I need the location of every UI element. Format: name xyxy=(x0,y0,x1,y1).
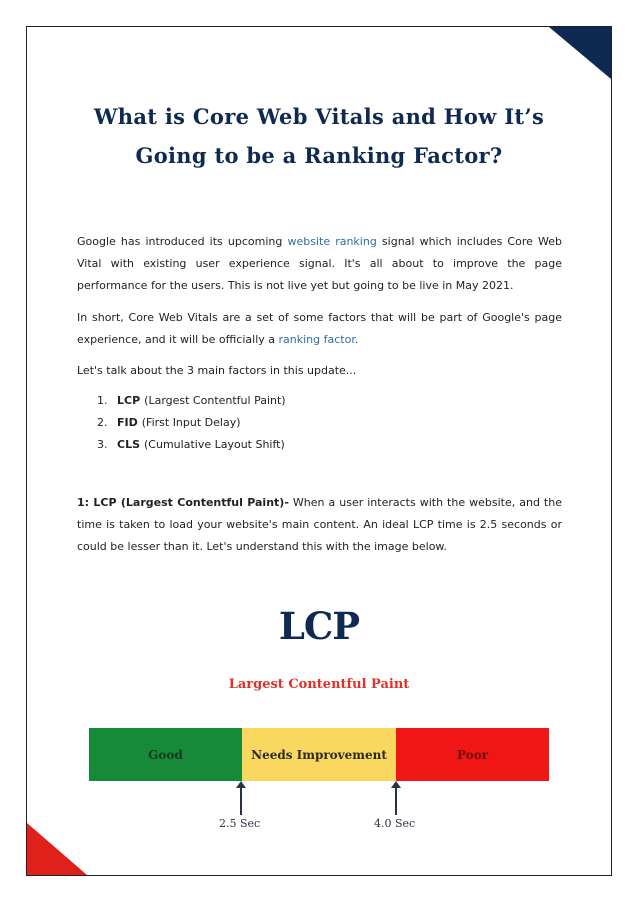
list-abbr: FID xyxy=(117,416,138,429)
threshold-label: 2.5 Sec xyxy=(219,817,261,830)
list-desc: (Cumulative Layout Shift) xyxy=(144,438,285,451)
intro-paragraph xyxy=(77,231,562,297)
intro-text-2: signal which includes Core Web Vital with existing user experience signal. It's all about to improve the page performance for the users. This is not live yet but going to be live in May 2021. xyxy=(77,235,562,292)
list-item xyxy=(97,434,286,456)
arrow-up-icon xyxy=(240,787,242,815)
intro-text-1: Google has introduced its upcoming xyxy=(77,235,288,248)
factors-intro: Let's talk about the 3 main factors in this update... xyxy=(77,364,357,377)
list-abbr: CLS xyxy=(117,438,141,451)
website-ranking-link[interactable]: website ranking xyxy=(287,235,377,248)
list-number: 2. xyxy=(97,416,108,429)
list-desc: (Largest Contentful Paint) xyxy=(144,394,286,407)
segment-good: Good xyxy=(89,728,242,781)
factors-list xyxy=(97,390,286,456)
title-line-2: Going to be a Ranking Factor? xyxy=(135,143,503,168)
list-number: 3. xyxy=(97,438,108,451)
lcp-heading: 1: LCP (Largest Contentful Paint)- xyxy=(77,496,289,509)
list-desc: (First Input Delay) xyxy=(141,416,241,429)
list-number: 1. xyxy=(97,394,108,407)
corner-decoration-top-right xyxy=(549,27,611,79)
segment-needs-improvement: Needs Improvement xyxy=(242,728,396,781)
summary-text-1: In short, Core Web Vitals are a set of some factors that will be part of Google's page experience, and it will be officially a xyxy=(77,311,562,346)
summary-text-2: . xyxy=(354,333,359,346)
segment-poor: Poor xyxy=(396,728,549,781)
page-title xyxy=(27,97,611,175)
lcp-text: When a user interacts with the website, and the time is taken to load your website's main content. An ideal LCP time is 2.5 seconds or could be lesser than it. Let's understand this with the image below. xyxy=(77,496,562,553)
threshold-label: 4.0 Sec xyxy=(374,817,416,830)
figure-heading: LCP xyxy=(278,604,360,648)
list-item xyxy=(97,412,286,434)
summary-paragraph xyxy=(77,307,562,351)
list-abbr: LCP xyxy=(117,394,141,407)
corner-decoration-bottom-left xyxy=(27,823,87,875)
list-item xyxy=(97,390,286,412)
title-line-1: What is Core Web Vitals and How It’s xyxy=(93,104,545,129)
page-frame xyxy=(26,26,612,876)
figure-subheading: Largest Contentful Paint xyxy=(228,677,410,692)
arrow-up-icon xyxy=(395,787,397,815)
lcp-paragraph xyxy=(77,492,562,558)
ranking-factor-link[interactable]: ranking factor xyxy=(278,333,355,346)
